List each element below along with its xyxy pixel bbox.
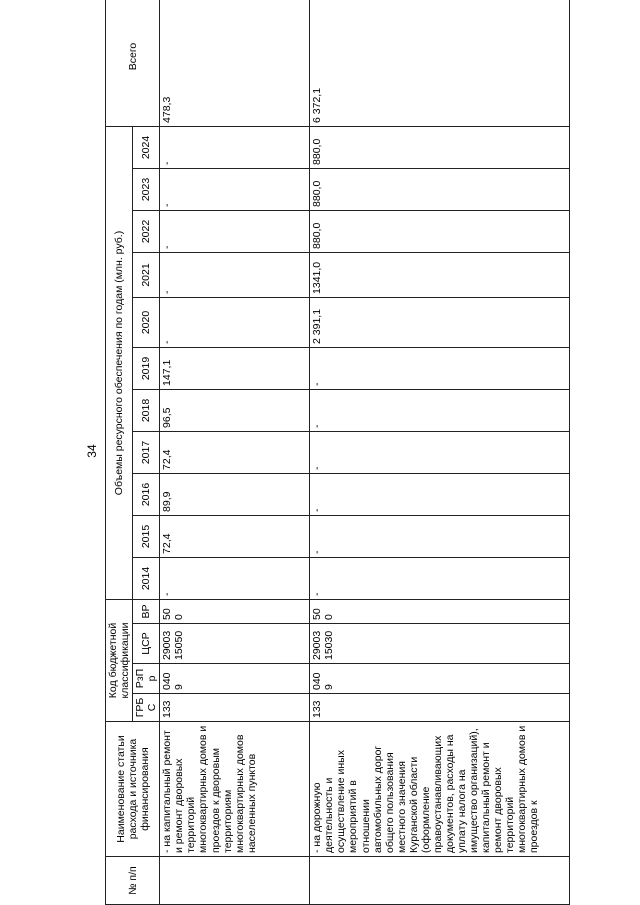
row-value: - — [160, 252, 310, 297]
row-vr: 500 — [310, 599, 570, 623]
row-rzpr: 0409 — [160, 664, 310, 694]
col-header-year: 2014 — [133, 557, 160, 599]
row-total: 478,3 — [160, 0, 310, 126]
col-header-year: 2021 — [133, 252, 160, 297]
table-row — [310, 0, 570, 905]
row-value: 96,5 — [160, 389, 310, 431]
row-value: 880,0 — [310, 126, 570, 168]
row-vr: 500 — [160, 599, 310, 623]
col-header-name: Наименование статьи расхода и источника финансирования — [106, 722, 160, 857]
col-header-year: 2018 — [133, 389, 160, 431]
row-grbs: 133 — [310, 694, 570, 722]
col-header-year: 2022 — [133, 210, 160, 252]
row-value: - — [310, 389, 570, 431]
row-value: - — [160, 210, 310, 252]
row-value: - — [310, 473, 570, 515]
row-value: - — [310, 347, 570, 389]
row-value: 72,4 — [160, 515, 310, 557]
col-header-csr: ЦСР — [133, 624, 160, 664]
col-header-year: 2024 — [133, 126, 160, 168]
col-header-total: Всего — [106, 0, 160, 126]
table-row — [160, 0, 310, 905]
row-value: 880,0 — [310, 168, 570, 210]
row-csr: 29003 15050 — [160, 624, 310, 664]
row-value: 72,4 — [160, 431, 310, 473]
page-number: 34 — [85, 444, 99, 458]
budget-table — [105, 0, 570, 905]
header-row-1 — [106, 0, 133, 905]
row-value: - — [160, 297, 310, 347]
row-value: - — [310, 431, 570, 473]
col-header-year: 2017 — [133, 431, 160, 473]
row-value: 2 391,1 — [310, 297, 570, 347]
col-header-year: 2016 — [133, 473, 160, 515]
col-header-year: 2020 — [133, 297, 160, 347]
row-no — [310, 857, 570, 905]
row-value: - — [310, 515, 570, 557]
row-value: - — [160, 557, 310, 599]
row-no — [160, 857, 310, 905]
row-csr: 29003 15030 — [310, 624, 570, 664]
row-value: 147,1 — [160, 347, 310, 389]
row-total: 6 372,1 — [310, 0, 570, 126]
row-value: - — [160, 126, 310, 168]
col-header-vr: ВР — [133, 599, 160, 623]
row-value: 880,0 — [310, 210, 570, 252]
col-header-no: № п/п — [106, 857, 160, 905]
col-header-budget-code: Код бюджетной классификации — [106, 599, 133, 721]
col-header-volumes: Объемы ресурсного обеспечения по годам (млн. руб.) — [106, 126, 133, 599]
col-header-year: 2023 — [133, 168, 160, 210]
row-value: 89,9 — [160, 473, 310, 515]
col-header-year: 2015 — [133, 515, 160, 557]
row-value: - — [310, 557, 570, 599]
row-value: 1341,0 — [310, 252, 570, 297]
row-rzpr: 0409 — [310, 664, 570, 694]
col-header-year: 2019 — [133, 347, 160, 389]
row-name: - на дорожную деятельность и осуществление иных мероприятий в отношении автомобильных дорог общего пользования местного значения Курганской области (оформление правоустанавливающих документов, расходы на уплату налога на имущество организаций), капитальный ремонт и ремонт дворовых территорий многоквартирных домов и проездов к — [310, 722, 570, 857]
col-header-rzpr: РзПр — [133, 664, 160, 694]
rotated-table-container — [105, 0, 640, 905]
row-grbs: 133 — [160, 694, 310, 722]
row-value: - — [160, 168, 310, 210]
row-name: - на капитальный ремонт и ремонт дворовых территорий многоквартирных домов и проездов к дворовым территориям многоквартирных домов населенных пунктов — [160, 722, 310, 857]
col-header-grbs: ГРБС — [133, 694, 160, 722]
